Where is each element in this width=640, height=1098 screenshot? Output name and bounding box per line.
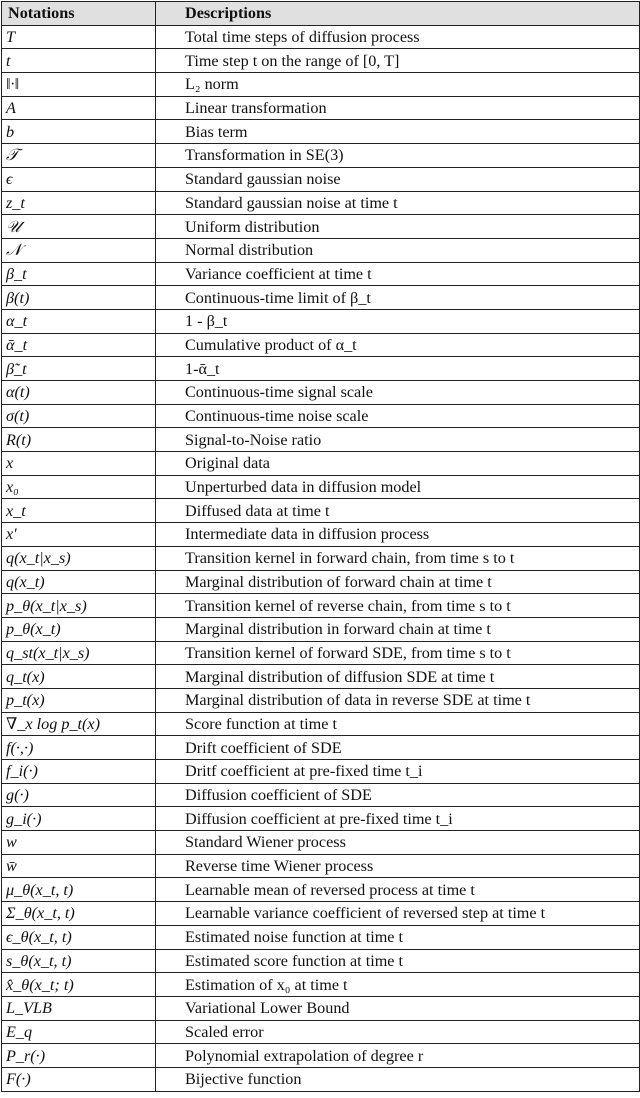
table-row	[2, 665, 640, 689]
description-cell: Polynomial extrapolation of degree r	[156, 1044, 640, 1068]
table-row	[2, 25, 640, 49]
description-cell: Continuous-time signal scale	[156, 381, 640, 405]
table-row	[2, 617, 640, 641]
table-row	[2, 641, 640, 665]
description-cell: Diffusion coefficient of SDE	[156, 783, 640, 807]
notation-cell: β(t)	[2, 286, 156, 310]
notation-cell: β_t	[2, 262, 156, 286]
notation-cell: x₀	[2, 475, 156, 499]
notation-cell: Σ_θ(x_t, t)	[2, 902, 156, 926]
table-row	[2, 238, 640, 262]
notation-cell: b	[2, 120, 156, 144]
notation-cell: ∇_x log p_t(x)	[2, 712, 156, 736]
notation-cell: ϵ	[2, 167, 156, 191]
table-row	[2, 973, 640, 997]
notation-cell: α(t)	[2, 381, 156, 405]
notation-cell: q(x_t|x_s)	[2, 546, 156, 570]
table-row	[2, 309, 640, 333]
table-row	[2, 144, 640, 168]
notation-cell: t	[2, 49, 156, 73]
table-row	[2, 167, 640, 191]
notation-cell: A	[2, 96, 156, 120]
notation-cell: q_st(x_t|x_s)	[2, 641, 156, 665]
notation-cell: μ_θ(x_t, t)	[2, 878, 156, 902]
description-cell: Intermediate data in diffusion process	[156, 523, 640, 547]
table-row	[2, 831, 640, 855]
table-row	[2, 120, 640, 144]
table-row	[2, 546, 640, 570]
notation-cell: q(x_t)	[2, 570, 156, 594]
notation-cell: x	[2, 452, 156, 476]
notation-cell: 𝒩	[2, 238, 156, 262]
table-row	[2, 736, 640, 760]
description-cell: Marginal distribution in forward chain at time t	[156, 617, 640, 641]
table-row	[2, 902, 640, 926]
description-cell: Reverse time Wiener process	[156, 854, 640, 878]
description-cell: Bijective function	[156, 1067, 640, 1091]
table-row	[2, 854, 640, 878]
description-cell: Scaled error	[156, 1020, 640, 1044]
table-row	[2, 499, 640, 523]
notation-cell: x_t	[2, 499, 156, 523]
table-row	[2, 807, 640, 831]
description-cell: Diffusion coefficient at pre-fixed time t_i	[156, 807, 640, 831]
description-cell: Variational Lower Bound	[156, 996, 640, 1020]
table-row	[2, 570, 640, 594]
description-cell: 1-ᾱ_t	[156, 357, 640, 381]
description-cell: Estimated noise function at time t	[156, 925, 640, 949]
notation-table	[1, 1, 640, 1092]
notation-cell: ᾱ_t	[2, 333, 156, 357]
table-row	[2, 1067, 640, 1091]
table-row	[2, 996, 640, 1020]
notation-cell: s_θ(x_t, t)	[2, 949, 156, 973]
table-row	[2, 712, 640, 736]
notation-cell: ϵ_θ(x_t, t)	[2, 925, 156, 949]
notation-cell: x̂_θ(x_t; t)	[2, 973, 156, 997]
description-cell: L₂ norm	[156, 73, 640, 97]
notation-cell: α_t	[2, 309, 156, 333]
description-cell: Signal-to-Noise ratio	[156, 428, 640, 452]
table-row	[2, 688, 640, 712]
description-cell: Standard gaussian noise	[156, 167, 640, 191]
description-cell: Bias term	[156, 120, 640, 144]
description-cell: Marginal distribution of diffusion SDE at time t	[156, 665, 640, 689]
table-row	[2, 262, 640, 286]
description-cell: Dritf coefficient at pre-fixed time t_i	[156, 760, 640, 784]
notation-cell: R(t)	[2, 428, 156, 452]
notation-cell: p_t(x)	[2, 688, 156, 712]
description-cell: Transition kernel of forward SDE, from time s to t	[156, 641, 640, 665]
description-cell: Continuous-time noise scale	[156, 404, 640, 428]
description-cell: Drift coefficient of SDE	[156, 736, 640, 760]
notation-cell: x′	[2, 523, 156, 547]
description-cell: Transformation in SE(3)	[156, 144, 640, 168]
table-row	[2, 215, 640, 239]
table-row	[2, 878, 640, 902]
description-cell: Transition kernel in forward chain, from time s to t	[156, 546, 640, 570]
description-cell: Original data	[156, 452, 640, 476]
table-row	[2, 428, 640, 452]
notation-cell: F(·)	[2, 1067, 156, 1091]
description-cell: Learnable mean of reversed process at time t	[156, 878, 640, 902]
table-row	[2, 286, 640, 310]
table-row	[2, 357, 640, 381]
notation-cell: L_VLB	[2, 996, 156, 1020]
notation-cell: f_i(·)	[2, 760, 156, 784]
notation-cell: 𝒰	[2, 215, 156, 239]
notation-cell: g(·)	[2, 783, 156, 807]
notation-cell: T	[2, 25, 156, 49]
description-cell: Diffused data at time t	[156, 499, 640, 523]
table-row	[2, 783, 640, 807]
notation-cell: w̄	[2, 854, 156, 878]
notation-cell: P_r(·)	[2, 1044, 156, 1068]
table-row	[2, 1044, 640, 1068]
notation-cell: 𝒯	[2, 144, 156, 168]
description-cell: Marginal distribution of data in reverse SDE at time t	[156, 688, 640, 712]
description-cell: 1 - β_t	[156, 309, 640, 333]
notation-cell: g_i(·)	[2, 807, 156, 831]
table-row	[2, 925, 640, 949]
table-row	[2, 594, 640, 618]
table-row	[2, 96, 640, 120]
table-row	[2, 404, 640, 428]
notation-cell: σ(t)	[2, 404, 156, 428]
header-descriptions: Descriptions	[156, 2, 640, 26]
notation-cell: q_t(x)	[2, 665, 156, 689]
notation-cell: ‖·‖	[2, 73, 156, 97]
description-cell: Uniform distribution	[156, 215, 640, 239]
header-notations: Notations	[2, 2, 156, 26]
notation-cell: E_q	[2, 1020, 156, 1044]
header-row	[2, 2, 640, 26]
notation-cell: p_θ(x_t)	[2, 617, 156, 641]
description-cell: Learnable variance coefficient of reversed step at time t	[156, 902, 640, 926]
description-cell: Normal distribution	[156, 238, 640, 262]
description-cell: Continuous-time limit of β_t	[156, 286, 640, 310]
table-row	[2, 523, 640, 547]
description-cell: Score function at time t	[156, 712, 640, 736]
table-row	[2, 452, 640, 476]
notation-cell: β̃_t	[2, 357, 156, 381]
description-cell: Variance coefficient at time t	[156, 262, 640, 286]
table-row	[2, 760, 640, 784]
description-cell: Standard Wiener process	[156, 831, 640, 855]
description-cell: Estimation of x₀ at time t	[156, 973, 640, 997]
notation-cell: w	[2, 831, 156, 855]
table-row	[2, 73, 640, 97]
notation-cell: p_θ(x_t|x_s)	[2, 594, 156, 618]
notation-cell: f(·,·)	[2, 736, 156, 760]
description-cell: Estimated score function at time t	[156, 949, 640, 973]
description-cell: Linear transformation	[156, 96, 640, 120]
description-cell: Cumulative product of α_t	[156, 333, 640, 357]
table-row	[2, 381, 640, 405]
description-cell: Time step t on the range of [0, T]	[156, 49, 640, 73]
description-cell: Total time steps of diffusion process	[156, 25, 640, 49]
table-row	[2, 191, 640, 215]
table-row	[2, 949, 640, 973]
description-cell: Marginal distribution of forward chain at time t	[156, 570, 640, 594]
description-cell: Standard gaussian noise at time t	[156, 191, 640, 215]
table-row	[2, 333, 640, 357]
description-cell: Transition kernel of reverse chain, from time s to t	[156, 594, 640, 618]
notation-cell: z_t	[2, 191, 156, 215]
table-row	[2, 1020, 640, 1044]
description-cell: Unperturbed data in diffusion model	[156, 475, 640, 499]
table-row	[2, 475, 640, 499]
table-row	[2, 49, 640, 73]
